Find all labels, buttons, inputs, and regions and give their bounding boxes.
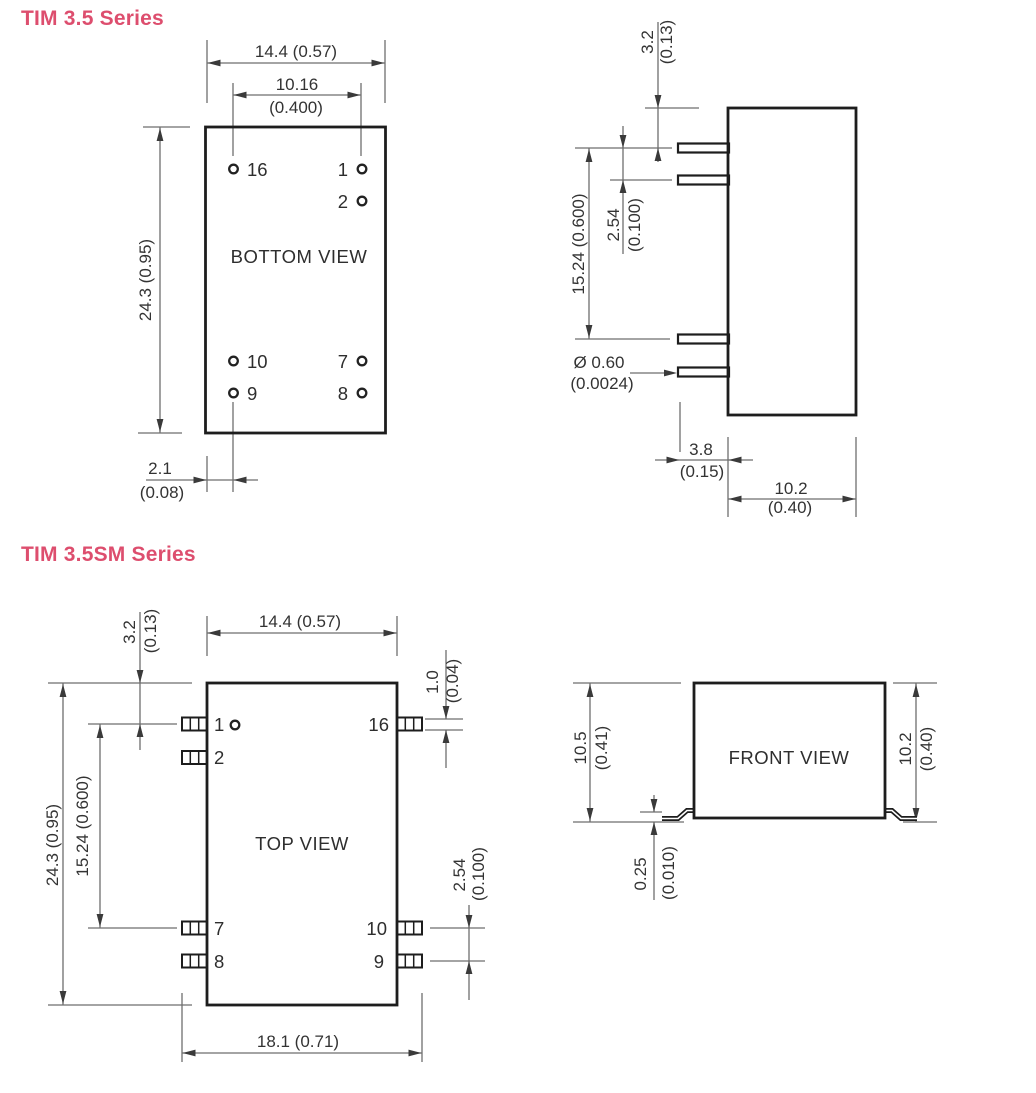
dim-standoff xyxy=(631,795,678,900)
arrowhead xyxy=(586,149,593,162)
dim-label-inch: (0.0024) xyxy=(570,374,634,393)
dim-pin-rows xyxy=(73,724,177,928)
dim-pad-width xyxy=(423,650,463,768)
pin-lead xyxy=(678,176,729,185)
dim-label-mm: 3.8 xyxy=(689,440,713,459)
dim-overall-width xyxy=(182,993,422,1062)
dim-label: 15.24 (0.600) xyxy=(73,775,92,877)
dim-label: 24.3 (0.95) xyxy=(43,803,62,887)
smd-pad-16 xyxy=(397,718,422,731)
arrowhead xyxy=(384,630,397,637)
pin-label-9: 9 xyxy=(247,383,258,404)
dim-label: 14.4 (0.57) xyxy=(254,42,338,61)
pin-label-9: 9 xyxy=(373,951,384,972)
module-outline xyxy=(728,108,856,415)
dim-label-mm: 1.0 xyxy=(423,670,442,694)
dim-top-to-pin xyxy=(638,20,676,162)
pin-lead xyxy=(678,335,729,344)
pin-label-1: 1 xyxy=(214,714,225,735)
dim-label-mm: 10.2 xyxy=(774,479,808,498)
pin-hole-7 xyxy=(358,357,367,366)
smd-pad-7 xyxy=(182,922,207,935)
pin-label-2: 2 xyxy=(214,747,225,768)
pin-hole-16 xyxy=(229,165,238,174)
dim-label-inch: (0.010) xyxy=(659,846,678,900)
smd-pad-9 xyxy=(397,955,422,968)
dim-body-depth xyxy=(728,437,856,517)
polarity-dot xyxy=(231,721,240,730)
dim-label-mm: 2.1 xyxy=(148,459,172,478)
dim-label-mm: 2.54 xyxy=(604,208,623,242)
dim-label-inch: (0.08) xyxy=(139,483,185,502)
arrowhead xyxy=(587,684,594,697)
view-label: FRONT VIEW xyxy=(728,747,850,768)
dim-label-mm: 0.25 xyxy=(631,857,650,891)
dim-label-inch: (0.400) xyxy=(269,98,323,117)
arrowhead xyxy=(157,128,164,141)
arrowhead xyxy=(194,477,207,484)
dim-pin-span xyxy=(233,75,361,156)
pin-label-1: 1 xyxy=(337,159,348,180)
side-view-drawing xyxy=(569,20,856,517)
arrowhead xyxy=(234,477,247,484)
dim-pin-diameter xyxy=(570,353,677,393)
pin-label-16: 16 xyxy=(247,159,268,180)
dim-label-inch: (0.40) xyxy=(767,498,813,517)
pin-label-8: 8 xyxy=(214,951,225,972)
dim-label-inch: (0.13) xyxy=(657,19,676,65)
arrowhead xyxy=(137,670,144,683)
arrowhead xyxy=(586,325,593,338)
arrowhead xyxy=(651,822,658,835)
arrowhead xyxy=(620,180,627,193)
pin-hole-1 xyxy=(358,165,367,174)
arrowhead xyxy=(620,135,627,148)
dim-label-mm: 2.54 xyxy=(450,858,469,892)
view-label: TOP VIEW xyxy=(255,833,349,854)
pin-label-16: 16 xyxy=(368,714,389,735)
pin-label-2: 2 xyxy=(337,191,348,212)
arrowhead xyxy=(348,92,361,99)
bottom-view-drawing xyxy=(136,40,386,502)
arrowhead xyxy=(843,496,856,503)
arrowhead xyxy=(466,915,473,928)
arrowhead xyxy=(729,496,742,503)
dim-label-inch: (0.100) xyxy=(469,847,488,901)
dim-label: 14.4 (0.57) xyxy=(258,612,342,631)
arrowhead xyxy=(372,60,385,67)
arrowhead xyxy=(913,684,920,697)
series-title-tim35: TIM 3.5 Series xyxy=(21,7,164,30)
dim-pin-offset xyxy=(140,402,258,502)
pin-label-10: 10 xyxy=(247,351,268,372)
smd-pad-2 xyxy=(182,751,207,764)
pin-lead xyxy=(678,144,729,153)
dim-label: 15.24 (0.600) xyxy=(569,193,588,295)
dim-label: 18.1 (0.71) xyxy=(256,1032,340,1051)
dim-label-mm: 10.5 xyxy=(571,731,590,765)
series-title-tim35sm: TIM 3.5SM Series xyxy=(21,543,196,566)
dim-pin-rows xyxy=(569,148,592,339)
pin-hole-9 xyxy=(229,389,238,398)
dim-label-inch: (0.04) xyxy=(443,658,462,704)
front-view-drawing xyxy=(571,683,937,900)
dim-label-mm: 3.2 xyxy=(120,620,139,644)
dim-label-inch: (0.41) xyxy=(592,725,611,771)
arrowhead xyxy=(234,92,247,99)
arrowhead xyxy=(208,630,221,637)
arrowhead xyxy=(409,1050,422,1057)
pin-label-10: 10 xyxy=(366,918,387,939)
dim-label-mm: 3.2 xyxy=(638,30,657,54)
arrowhead xyxy=(60,991,67,1004)
dim-label-mm: 10.16 xyxy=(275,75,319,94)
pin-hole-10 xyxy=(229,357,238,366)
arrowhead xyxy=(466,961,473,974)
dim-label-mm: 10.2 xyxy=(896,732,915,766)
pin-hole-8 xyxy=(358,389,367,398)
arrowhead xyxy=(60,684,67,697)
arrowhead xyxy=(655,148,662,161)
dim-label-inch: (0.13) xyxy=(141,608,160,654)
pin-label-8: 8 xyxy=(337,383,348,404)
dim-pin-pitch xyxy=(430,847,488,1000)
arrowhead xyxy=(208,60,221,67)
dim-body-height xyxy=(136,127,190,433)
dim-height-total xyxy=(571,683,684,822)
dim-top-to-pin xyxy=(48,609,192,750)
dim-body-width xyxy=(207,612,397,656)
smd-pad-8 xyxy=(182,955,207,968)
arrowhead xyxy=(183,1050,196,1057)
smd-pad-1 xyxy=(182,718,207,731)
dim-label-inch: (0.40) xyxy=(917,726,936,772)
smd-pad-10 xyxy=(397,922,422,935)
arrowhead xyxy=(443,706,450,719)
pin-lead xyxy=(678,368,729,377)
top-view-drawing xyxy=(43,609,488,1062)
pin-hole-2 xyxy=(358,197,367,206)
arrowhead xyxy=(137,724,144,737)
pin-label-7: 7 xyxy=(337,351,348,372)
dim-label: 24.3 (0.95) xyxy=(136,238,155,322)
arrowhead xyxy=(97,725,104,738)
pin-label-7: 7 xyxy=(214,918,225,939)
arrowhead xyxy=(97,914,104,927)
view-label: BOTTOM VIEW xyxy=(230,246,368,267)
arrowhead xyxy=(587,808,594,821)
dim-height-body xyxy=(893,683,937,822)
dim-label-inch: (0.15) xyxy=(679,462,725,481)
dim-pin-pitch xyxy=(604,126,644,254)
arrowhead xyxy=(664,370,677,377)
arrowhead xyxy=(655,95,662,108)
dim-label-inch: (0.100) xyxy=(625,198,644,252)
arrowhead xyxy=(651,799,658,812)
dim-label-mm: Ø 0.60 xyxy=(573,353,625,372)
dim-body-height xyxy=(43,683,192,1005)
arrowhead xyxy=(667,457,680,464)
arrowhead xyxy=(729,457,742,464)
arrowhead xyxy=(443,730,450,743)
arrowhead xyxy=(157,419,164,432)
